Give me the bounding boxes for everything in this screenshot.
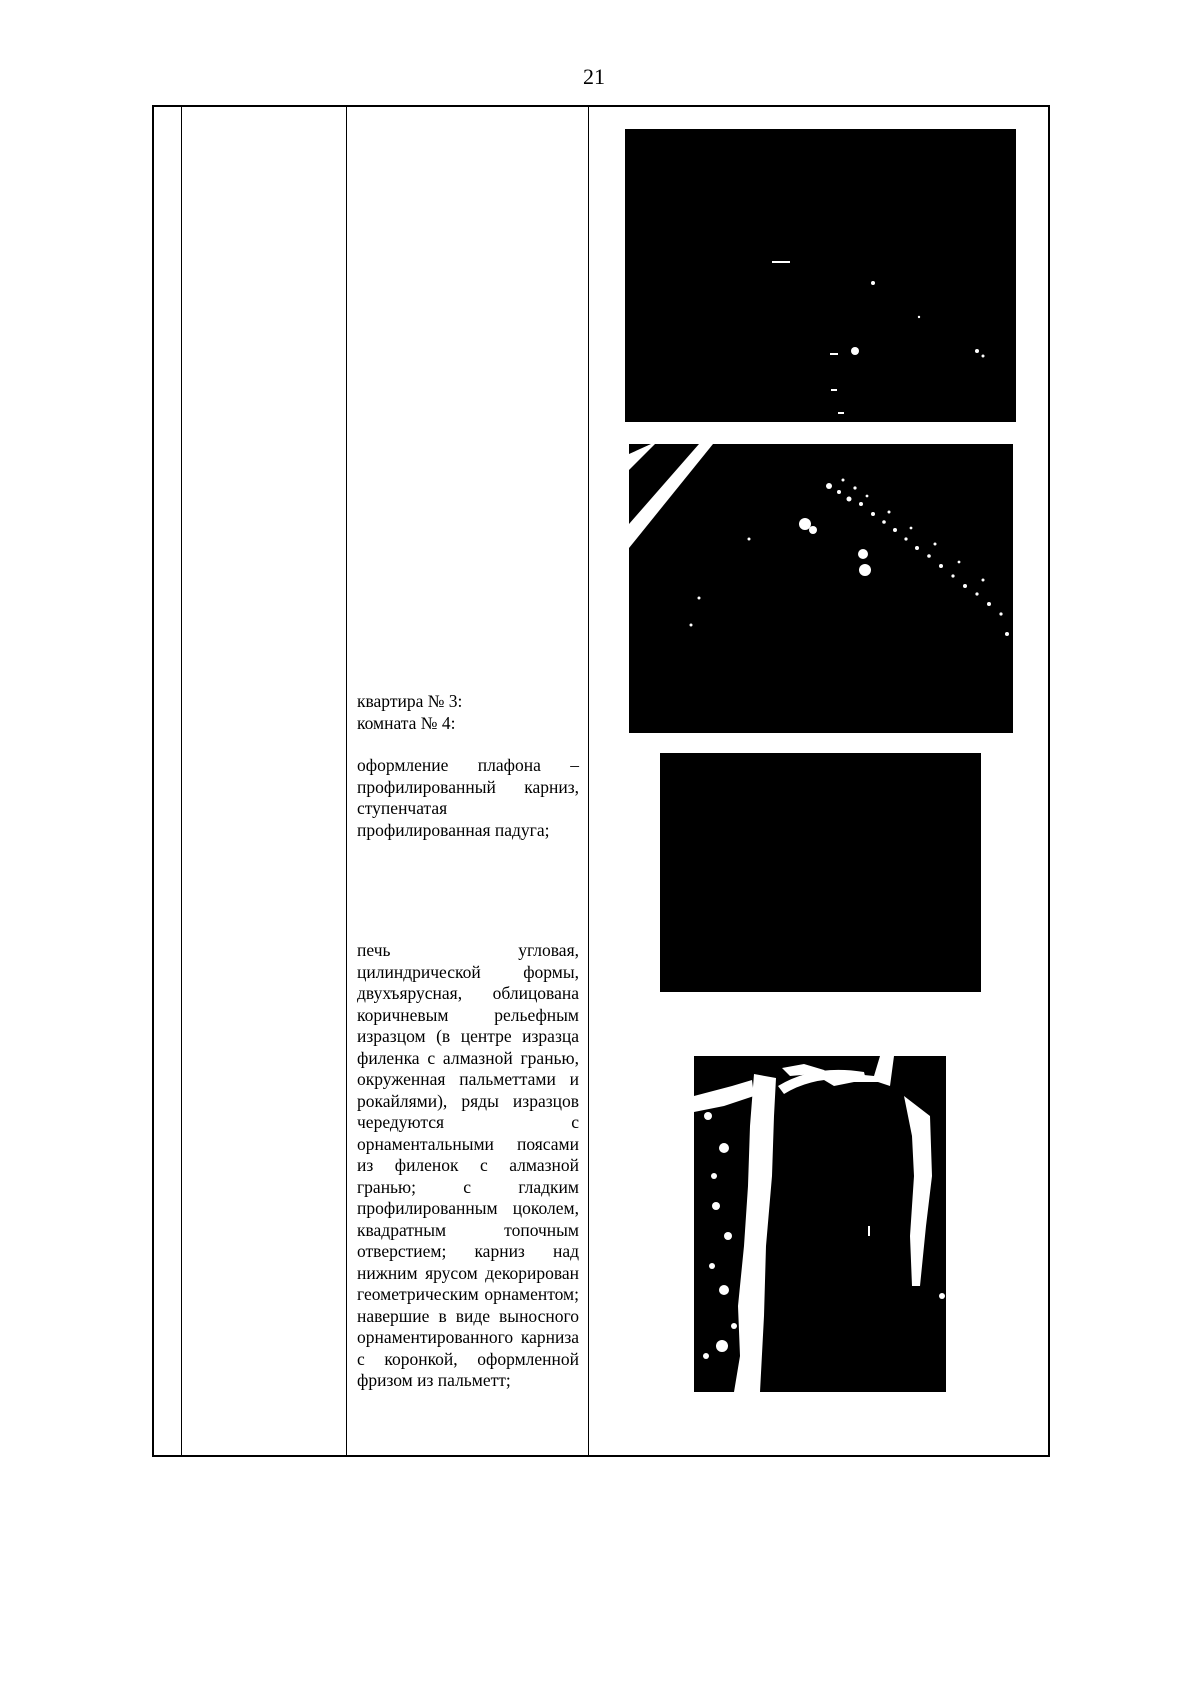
- corner-stove-photo: [694, 1056, 946, 1392]
- column-divider: [181, 107, 182, 1455]
- page-number: 21: [583, 64, 605, 89]
- apartment-label: квартира № 3:: [357, 691, 463, 711]
- column-divider: [588, 107, 589, 1455]
- ceiling-cornice-photo: [625, 129, 1016, 422]
- apartment-room-label: [357, 691, 579, 734]
- ceiling-cove-photo: [629, 444, 1013, 733]
- stove-description: печь угловая, цилиндрической формы, двухъярусная, облицована коричневым рельефным изразцом (в центре изразца филенка с алмазной гранью, окруженная пальметтами и рокайлями), ряды изразцов чередуются с орнаментальными поясами из филенок с алмазной гранью; с гладким профилированным цоколем, квадратным топочным отверстием; карниз над нижним ярусом декорирован геометрическим орнаментом; навершие в виде выносного орнаментированного карниза с коронкой, оформленной фризом из пальметт;: [357, 940, 579, 1390]
- room-label: комната № 4:: [357, 712, 456, 733]
- dark-photo: [660, 753, 981, 992]
- column-divider: [346, 107, 347, 1455]
- plafond-description: оформление плафона – профилированный карниз, ступенчатая профилированная падуга;: [357, 755, 579, 840]
- description-table: [152, 105, 1050, 1457]
